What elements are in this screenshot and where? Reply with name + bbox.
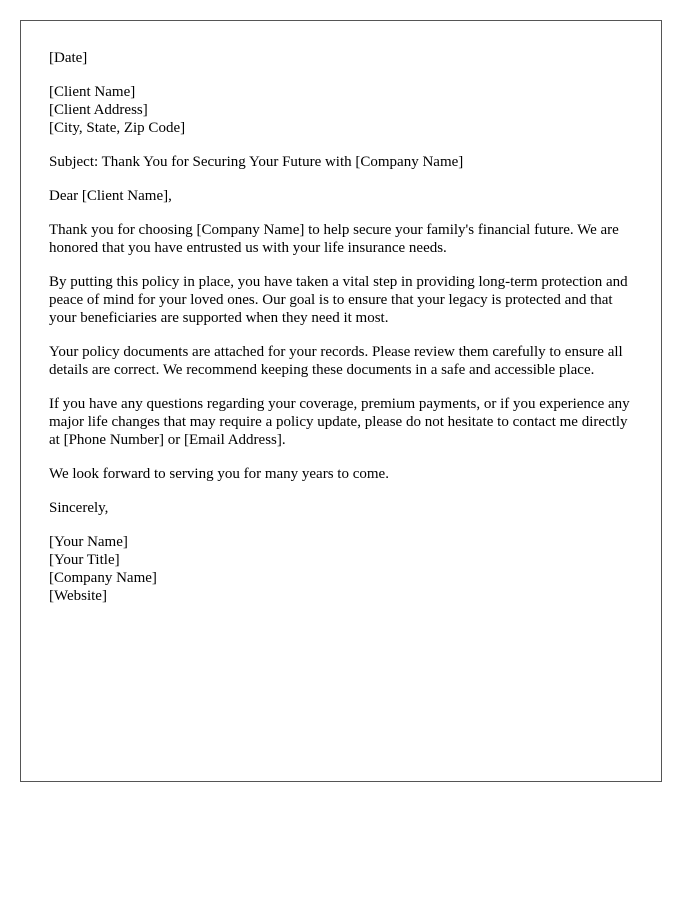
subject-line: Subject: Thank You for Securing Your Future with [Company Name] (49, 154, 464, 170)
sender-name: [Your Name] (49, 534, 128, 550)
closing: Sincerely, (49, 500, 109, 516)
body-paragraph: Your policy documents are attached for your records. Please review them carefully to ensure all details are correct. We recommend keeping these documents in a safe and accessible place. (49, 344, 623, 378)
sender-company: [Company Name] (49, 570, 157, 586)
body-paragraph: By putting this policy in place, you have taken a vital step in providing long-term protection and peace of mind for your loved ones. Our goal is to ensure that your legacy is protected and that your beneficiaries are supported when they need it most. (49, 274, 628, 326)
signature-block (49, 533, 633, 605)
letter (20, 20, 662, 782)
sender-title: [Your Title] (49, 552, 120, 568)
body-paragraph: Thank you for choosing [Company Name] to help secure your family's financial future. We are honored that you have entrusted us with your life insurance needs. (49, 222, 619, 256)
client-city: [City, State, Zip Code] (49, 120, 186, 136)
recipient-block (49, 83, 633, 137)
client-name: [Client Name] (49, 84, 136, 100)
salutation: Dear [Client Name], (49, 188, 172, 204)
date: [Date] (49, 50, 88, 66)
body-paragraph: We look forward to serving you for many years to come. (49, 466, 389, 482)
sender-website: [Website] (49, 588, 107, 604)
client-address: [Client Address] (49, 102, 148, 118)
body-paragraph: If you have any questions regarding your coverage, premium payments, or if you experience any major life changes that may require a policy update, please do not hesitate to contact me directly at [Phone Number] or [Email Address]. (49, 396, 630, 448)
